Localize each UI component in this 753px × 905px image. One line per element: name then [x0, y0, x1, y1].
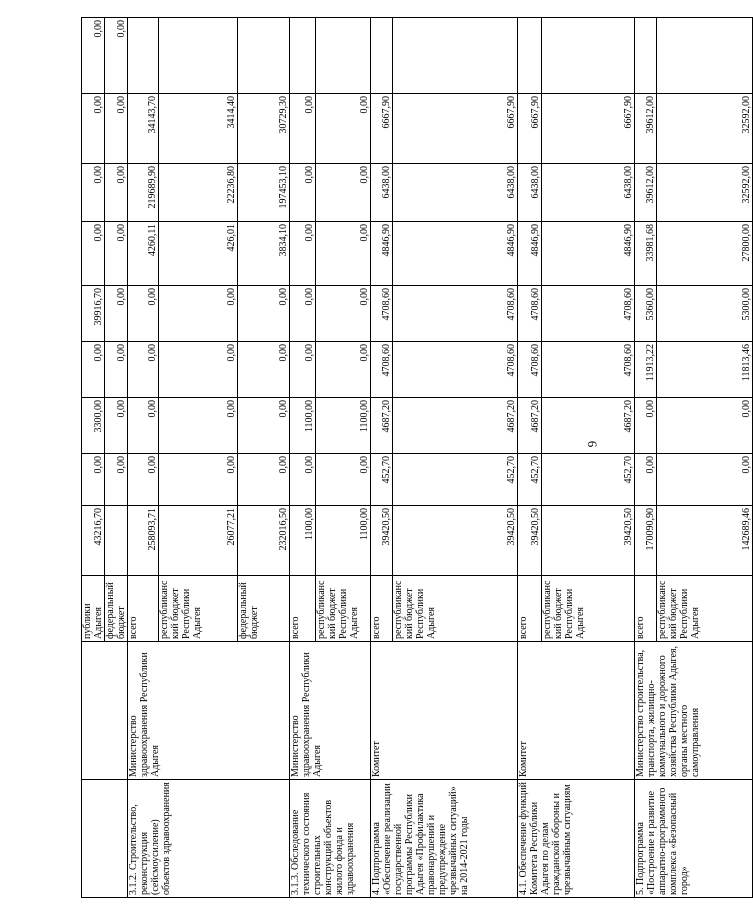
- value-cell: 27800,00: [657, 222, 753, 286]
- value-cell: 6438,00: [371, 164, 393, 222]
- program-name-cell: 3.1.2. Строительство, реконструкция (сейсмоусиление) объектов здравоохранения: [128, 780, 290, 898]
- value-cell: 39612,00: [635, 164, 657, 222]
- value-cell: 0,00: [105, 342, 128, 398]
- value-cell: 0,00: [105, 398, 128, 454]
- value-cell: 33981,68: [635, 222, 657, 286]
- value-cell: 426,01: [159, 222, 238, 286]
- value-cell: [371, 18, 393, 94]
- value-cell: 258093,71: [128, 506, 159, 576]
- value-cell: 0,00: [316, 94, 371, 164]
- value-cell: 0,00: [82, 94, 105, 164]
- funding-source-cell: всего: [371, 576, 393, 642]
- executor-cell: Министерство строительства, транспорта, жилищно-коммунального и дорожного хозяйства Республики Адыгея, органы местного самоуправления: [635, 642, 753, 780]
- value-cell: 43216,70: [82, 506, 105, 576]
- funding-source-cell: всего: [128, 576, 159, 642]
- value-cell: 0,00: [128, 398, 159, 454]
- value-cell: 0,00: [159, 398, 238, 454]
- value-cell: 1100,00: [316, 398, 371, 454]
- value-cell: 0,00: [290, 286, 316, 342]
- value-cell: 26077,21: [159, 506, 238, 576]
- value-cell: 0,00: [82, 222, 105, 286]
- value-cell: 4708,60: [371, 286, 393, 342]
- value-cell: 0,00: [82, 18, 105, 94]
- value-cell: 0,00: [159, 286, 238, 342]
- value-cell: 0,00: [657, 454, 753, 506]
- funding-source-cell: республиканский бюджет Республики Адыгея: [393, 576, 518, 642]
- value-cell: 0,00: [159, 342, 238, 398]
- value-cell: 232016,50: [238, 506, 290, 576]
- value-cell: 0,00: [82, 164, 105, 222]
- value-cell: 4846,90: [393, 222, 518, 286]
- executor-cell: Комитет: [371, 642, 518, 780]
- value-cell: 3300,00: [82, 398, 105, 454]
- value-cell: 4708,60: [518, 286, 542, 342]
- value-cell: 0,00: [105, 94, 128, 164]
- funding-source-cell: республиканский бюджет Республики Адыгея: [657, 576, 753, 642]
- value-cell: 0,00: [238, 454, 290, 506]
- value-cell: [290, 18, 316, 94]
- value-cell: 11813,46: [657, 342, 753, 398]
- funding-source-cell: федеральный бюджет: [105, 576, 128, 642]
- rotated-page: [81, 18, 752, 898]
- value-cell: 5300,00: [657, 286, 753, 342]
- value-cell: 5360,00: [635, 286, 657, 342]
- value-cell: 4687,20: [542, 398, 635, 454]
- value-cell: 4846,90: [518, 222, 542, 286]
- value-cell: 6667,90: [371, 94, 393, 164]
- value-cell: 0,00: [105, 164, 128, 222]
- value-cell: 0,00: [82, 342, 105, 398]
- value-cell: 0,00: [159, 454, 238, 506]
- value-cell: 39420,50: [518, 506, 542, 576]
- value-cell: 0,00: [316, 222, 371, 286]
- value-cell: [657, 18, 753, 94]
- value-cell: 452,70: [371, 454, 393, 506]
- value-cell: 0,00: [238, 286, 290, 342]
- value-cell: 0,00: [82, 454, 105, 506]
- value-cell: 39916,70: [82, 286, 105, 342]
- value-cell: 0,00: [635, 398, 657, 454]
- value-cell: 1100,00: [290, 506, 316, 576]
- program-name-cell: [82, 780, 128, 898]
- value-cell: [238, 18, 290, 94]
- value-cell: 4708,60: [393, 342, 518, 398]
- value-cell: 3414,40: [159, 94, 238, 164]
- value-cell: 4687,20: [371, 398, 393, 454]
- table-row: [371, 18, 393, 898]
- value-cell: 32592,00: [657, 94, 753, 164]
- value-cell: 11913,22: [635, 342, 657, 398]
- value-cell: 32592,00: [657, 164, 753, 222]
- value-cell: 0,00: [290, 454, 316, 506]
- value-cell: 4708,60: [393, 286, 518, 342]
- value-cell: 0,00: [290, 94, 316, 164]
- value-cell: 0,00: [105, 222, 128, 286]
- executor-cell: Комитет: [518, 642, 635, 780]
- value-cell: 142689,46: [657, 506, 753, 576]
- value-cell: 0,00: [316, 286, 371, 342]
- value-cell: [316, 18, 371, 94]
- value-cell: [635, 18, 657, 94]
- funding-source-cell: федеральный бюджет: [238, 576, 290, 642]
- value-cell: 0,00: [128, 454, 159, 506]
- funding-source-cell: республиканский бюджет Республики Адыгея: [542, 576, 635, 642]
- table-row: [635, 18, 657, 898]
- value-cell: 0,00: [105, 454, 128, 506]
- value-cell: 0,00: [657, 398, 753, 454]
- table-row: [82, 18, 105, 898]
- value-cell: 6438,00: [393, 164, 518, 222]
- value-cell: 0,00: [105, 286, 128, 342]
- funding-source-cell: республиканский бюджет Республики Адыгея: [316, 576, 371, 642]
- table-row: [290, 18, 316, 898]
- value-cell: 30729,30: [238, 94, 290, 164]
- value-cell: 0,00: [290, 164, 316, 222]
- program-name-cell: 3.1.3. Обследование технического состояния строительных конструкций объектов жилого фонда и здравоохранения: [290, 780, 371, 898]
- value-cell: 0,00: [290, 342, 316, 398]
- value-cell: [542, 18, 635, 94]
- value-cell: 0,00: [316, 342, 371, 398]
- value-cell: 3834,10: [238, 222, 290, 286]
- value-cell: 4708,60: [371, 342, 393, 398]
- value-cell: 0,00: [635, 454, 657, 506]
- value-cell: 39420,50: [393, 506, 518, 576]
- value-cell: 0,00: [128, 286, 159, 342]
- value-cell: 0,00: [290, 222, 316, 286]
- value-cell: 6667,90: [518, 94, 542, 164]
- value-cell: 4846,90: [542, 222, 635, 286]
- executor-cell: [82, 642, 128, 780]
- funding-source-cell: всего: [290, 576, 316, 642]
- value-cell: [393, 18, 518, 94]
- value-cell: 39420,50: [542, 506, 635, 576]
- executor-cell: Министерство здравоохранения Республики Адыгея: [290, 642, 371, 780]
- value-cell: 170090,90: [635, 506, 657, 576]
- value-cell: 219689,90: [128, 164, 159, 222]
- budget-table: [81, 17, 753, 898]
- value-cell: 4708,60: [542, 286, 635, 342]
- value-cell: 452,70: [393, 454, 518, 506]
- value-cell: [518, 18, 542, 94]
- value-cell: 4708,60: [518, 342, 542, 398]
- value-cell: 6438,00: [542, 164, 635, 222]
- value-cell: 39420,50: [371, 506, 393, 576]
- value-cell: 0,00: [128, 342, 159, 398]
- table-row: [518, 18, 542, 898]
- value-cell: 1100,00: [316, 506, 371, 576]
- value-cell: 4846,90: [371, 222, 393, 286]
- funding-source-cell: всего: [518, 576, 542, 642]
- value-cell: 6667,90: [542, 94, 635, 164]
- value-cell: 452,70: [542, 454, 635, 506]
- funding-source-cell: публики Адыгея: [82, 576, 105, 642]
- value-cell: 39612,00: [635, 94, 657, 164]
- value-cell: 4687,20: [393, 398, 518, 454]
- value-cell: 4260,11: [128, 222, 159, 286]
- program-name-cell: 5. Подпрограмма «Построение и развитие аппаратно-программного комплекса «Безопасный город»: [635, 780, 753, 898]
- value-cell: 34143,70: [128, 94, 159, 164]
- page-number: 6: [585, 440, 600, 448]
- program-name-cell: 4.1. Обеспечение функций Комитета Республики Адыгея по делам гражданской обороны и чрезвычайным ситуациям: [518, 780, 635, 898]
- value-cell: 452,70: [518, 454, 542, 506]
- value-cell: 22236,80: [159, 164, 238, 222]
- funding-source-cell: республиканский бюджет Республики Адыгея: [159, 576, 238, 642]
- value-cell: 197453,10: [238, 164, 290, 222]
- value-cell: 0,00: [238, 398, 290, 454]
- value-cell: 1100,00: [290, 398, 316, 454]
- value-cell: 4708,60: [542, 342, 635, 398]
- value-cell: 4687,20: [518, 398, 542, 454]
- value-cell: 0,00: [238, 342, 290, 398]
- value-cell: 0,00: [316, 164, 371, 222]
- program-name-cell: 4. Подпрограмма «Обеспечение реализации государственной программы Республики Адыгея «Профилактика правонарушений и предупреждение чрезвычайных ситуаций» на 2014-2021 годы: [371, 780, 518, 898]
- value-cell: [128, 18, 159, 94]
- value-cell: 0,00: [316, 454, 371, 506]
- table-row: [128, 18, 159, 898]
- value-cell: [159, 18, 238, 94]
- value-cell: 6667,90: [393, 94, 518, 164]
- funding-source-cell: всего: [635, 576, 657, 642]
- rotated-content: [81, 18, 752, 898]
- value-cell: 0,00: [105, 18, 128, 94]
- executor-cell: Министерство здравоохранения Республики Адыгея: [128, 642, 290, 780]
- value-cell: 6438,00: [518, 164, 542, 222]
- value-cell: [105, 506, 128, 576]
